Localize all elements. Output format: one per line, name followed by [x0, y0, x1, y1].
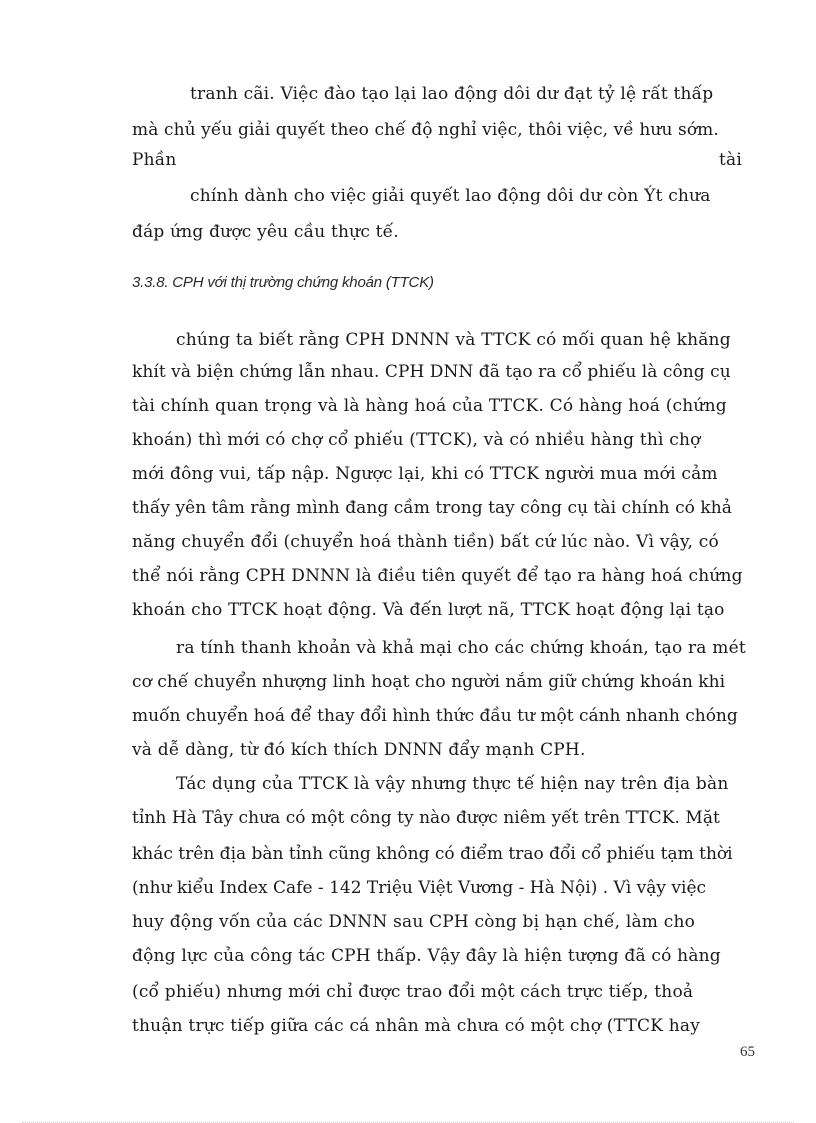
section-heading: 3.3.8. CPH với thị trường chứng khoán (TTCK): [132, 274, 434, 291]
text-line: muốn chuyển hoá để thay đổi hình thức đầu tư một cánh nhanh chóng: [132, 706, 738, 726]
text-line: mà chủ yếu giải quyết theo chế độ nghỉ việc, thôi việc, về hưu sớm.: [132, 120, 719, 140]
text-line: tài chính quan trọng và là hàng hoá của TTCK. Có hàng hoá (chứng: [132, 396, 727, 416]
text-line: đáp ứng được yêu cầu thực tế.: [132, 222, 399, 242]
text-line: ra tính thanh khoản và khả mại cho các chứng khoán, tạo ra mét: [176, 638, 746, 658]
text-line: cơ chế chuyển nhượng linh hoạt cho người nắm giữ chứng khoán khi: [132, 672, 726, 692]
text-line: mới đông vui, tấp nập. Ngược lại, khi có TTCK người mua mới cảm: [132, 464, 718, 484]
page-number: 65: [740, 1044, 755, 1060]
text-line: khác trên địa bàn tỉnh cũng không có điểm trao đổi cổ phiếu tạm thời: [132, 844, 733, 864]
text-word: tài: [718, 150, 742, 170]
text-word: Phần: [132, 150, 177, 170]
text-line: Tác dụng của TTCK là vậy nhưng thực tế hiện nay trên địa bàn: [176, 774, 729, 794]
text-line: (như kiểu Index Cafe - 142 Triệu Việt Vương - Hà Nội) . Vì vậy việc: [132, 878, 707, 898]
text-line: huy động vốn của các DNNN sau CPH còng bị hạn chế, làm cho: [132, 912, 696, 932]
text-line: năng chuyển đổi (chuyển hoá thành tiền) bất cứ lúc nào. Vì vậy, có: [132, 532, 719, 552]
text-line: tranh cãi. Việc đào tạo lại lao động dôi dư đạt tỷ lệ rất thấp: [190, 84, 714, 104]
text-line: thuận trực tiếp giữa các cá nhân mà chưa có một chợ (TTCK hay: [132, 1016, 700, 1036]
text-line: động lực của công tác CPH thấp. Vậy đây là hiện tượng đã có hàng: [132, 946, 721, 966]
text-line: khoán) thì mới có chợ cổ phiếu (TTCK), và có nhiều hàng thì chợ: [132, 430, 701, 450]
text-line: và dễ dàng, từ đó kích thích DNNN đẩy mạnh CPH.: [132, 740, 586, 760]
text-line-justified: [132, 150, 742, 170]
text-line: (cổ phiếu) nhưng mới chỉ được trao đổi một cách trực tiếp, thoả: [132, 982, 694, 1002]
text-line: tỉnh Hà Tây chưa có một công ty nào được niêm yết trên TTCK. Mặt: [132, 808, 720, 828]
text-line: chúng ta biết rằng CPH DNNN và TTCK có mối quan hệ khăng: [176, 330, 731, 350]
text-line: chính dành cho việc giải quyết lao động dôi dư còn Ýt chưa: [190, 186, 711, 206]
text-line: thấy yên tâm rằng mình đang cầm trong tay công cụ tài chính có khả: [132, 498, 732, 518]
text-line: thể nói rằng CPH DNNN là điều tiên quyết để tạo ra hàng hoá chứng: [132, 566, 743, 586]
text-line: khít và biện chứng lẫn nhau. CPH DNN đã tạo ra cổ phiếu là công cụ: [132, 362, 731, 382]
text-line: khoán cho TTCK hoạt động. Và đến lượt nã, TTCK hoạt động lại tạo: [132, 600, 725, 620]
